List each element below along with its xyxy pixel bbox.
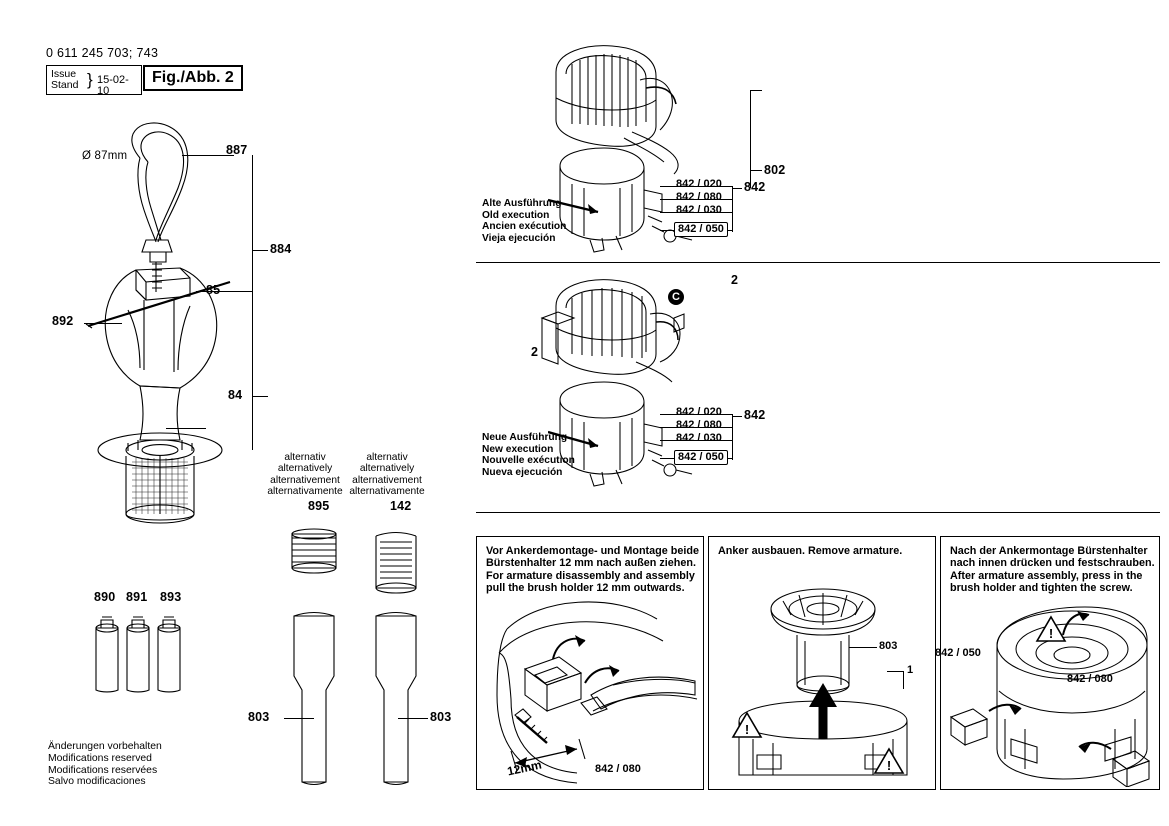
issue-date: 15-02-10 — [97, 74, 129, 97]
instruction-panel-3 — [935, 536, 1160, 790]
issue-box — [46, 65, 142, 95]
new-execution-title-de: Neue Ausführung — [482, 432, 568, 443]
bracket-842-new — [732, 414, 733, 460]
svg-text:!: ! — [744, 722, 750, 737]
panel-2-line-1: Anker ausbauen. Remove armature. — [718, 545, 903, 557]
alt-left-line-3: alternativement — [270, 474, 340, 486]
issue-label-line1: Issue — [51, 68, 77, 80]
footer-note-fr: Modifications reservées — [48, 764, 158, 776]
alt-right-line-4: alternativamente — [349, 486, 425, 498]
callout-85: 85 — [206, 283, 221, 297]
alt-right-text — [344, 452, 430, 498]
old-execution-title-en: Old execution — [482, 209, 550, 221]
callout-842-050-old: 842 / 050 — [674, 222, 728, 237]
callout-84: 84 — [228, 388, 243, 402]
bracket-884 — [252, 155, 253, 450]
handle-assembly-drawing — [40, 110, 300, 530]
panel-3-line-4: brush holder and tighten the screw. — [950, 582, 1133, 595]
bracket-842-old — [732, 186, 733, 232]
callout-842-group-new: 842 — [744, 408, 766, 422]
leader-disc — [166, 428, 206, 429]
callout-842-030-new: 842 / 030 — [676, 432, 722, 444]
leader-85 — [196, 291, 252, 292]
issue-label-line2: Stand — [51, 79, 79, 91]
callout-142: 142 — [390, 499, 412, 513]
leader-803-left — [284, 718, 314, 719]
svg-text:!: ! — [886, 758, 892, 773]
panel-2-drawing — [713, 571, 933, 787]
alt-right-line-3: alternativement — [352, 474, 422, 486]
bracket-802-top — [750, 90, 762, 91]
callout-842-020-old: 842 / 020 — [676, 178, 722, 190]
panel-3-drawing — [945, 599, 1157, 787]
panel-1-line-4: pull the brush holder 12 mm outwards. — [486, 582, 685, 595]
part-numbers: 0 611 245 703; 743 — [46, 46, 159, 60]
footer-note-en: Modifications reserved — [48, 752, 152, 764]
alt-right-drawing — [354, 516, 438, 786]
panel-1-line-2: Bürstenhalter 12 mm nach außen ziehen. — [486, 557, 696, 570]
callout-842-080-new: 842 / 080 — [676, 419, 722, 431]
callout-842-group-old: 842 — [744, 180, 766, 194]
panel-1-text — [486, 545, 699, 595]
panel-2-leader-1-down — [903, 671, 904, 689]
panel-1-callout-842-080: 842 / 080 — [595, 763, 641, 775]
divider-1 — [476, 262, 1160, 263]
diameter-label: Ø 87mm — [82, 150, 128, 162]
callout-842-050-new: 842 / 050 — [674, 450, 728, 465]
leader-842-group-new — [732, 416, 742, 417]
figure-label: Fig./Abb. 2 — [143, 65, 243, 91]
divider-2 — [476, 512, 1160, 513]
leader-802 — [750, 170, 762, 171]
callout-895: 895 — [308, 499, 330, 513]
panel-3-line-2: nach innen drücken und festschrauben. — [950, 557, 1155, 570]
callout-842-020-new: 842 / 020 — [676, 406, 722, 418]
callout-890: 890 — [94, 590, 116, 604]
leader-803-right — [398, 718, 428, 719]
alt-left-line-4: alternativamente — [267, 486, 343, 498]
callout-893: 893 — [160, 590, 182, 604]
panel-1-line-3: For armature disassembly and assembly — [486, 569, 695, 582]
leader-884 — [252, 250, 268, 251]
panel-3-line-1: Nach der Ankermontage Bürstenhalter — [950, 545, 1148, 557]
panel-3-callout-842-050: 842 / 050 — [935, 647, 981, 659]
alt-left-line-2: alternatively — [277, 463, 333, 475]
alt-left-text — [262, 452, 348, 498]
mark-2-top: 2 — [731, 273, 739, 287]
footer-note-de: Änderungen vorbehalten — [48, 741, 162, 752]
new-execution-title-en: New execution — [482, 443, 554, 455]
new-execution-arrow-icon — [548, 428, 614, 454]
callout-887: 887 — [226, 143, 248, 157]
old-execution-arrow-icon — [548, 196, 612, 220]
grease-tubes-drawing — [88, 614, 198, 700]
old-execution-title-de: Alte Ausführung — [482, 198, 562, 209]
callout-803-right: 803 — [430, 710, 452, 724]
instruction-panel-2 — [708, 536, 936, 790]
callout-842-030-old: 842 / 030 — [676, 204, 722, 216]
footer-note-es: Salvo modificaciones — [48, 776, 146, 788]
footer-notes — [48, 741, 162, 788]
callout-892: 892 — [52, 314, 74, 328]
alt-left-line-1: alternativ — [284, 452, 326, 463]
panel-3-text — [950, 545, 1155, 595]
panel-2-leader-803 — [849, 647, 877, 648]
alt-left-drawing — [272, 516, 356, 786]
panel-2-callout-803: 803 — [879, 640, 898, 652]
leader-842-old — [732, 188, 742, 189]
old-execution-title-es: Vieja ejecución — [482, 232, 556, 244]
panel-1-dimension: 12mm — [505, 757, 543, 779]
callout-891: 891 — [126, 590, 148, 604]
new-execution-title-fr: Nouvelle exécution — [482, 455, 575, 467]
panel-1-drawing — [481, 599, 701, 787]
old-execution-title-fr: Ancien exécution — [482, 221, 567, 233]
panel-1-line-1: Vor Ankerdemontage- und Montage beide — [486, 545, 699, 557]
callout-803-left: 803 — [248, 710, 270, 724]
alt-right-line-2: alternatively — [359, 463, 415, 475]
mark-2-left: 2 — [531, 345, 539, 359]
panel-3-line-3: After armature assembly, press in the — [950, 569, 1143, 582]
leader-892 — [84, 323, 122, 324]
instruction-panel-1 — [476, 536, 704, 790]
callout-842-080-old: 842 / 080 — [676, 191, 722, 203]
panel-3-callout-842-080: 842 / 080 — [1067, 673, 1113, 685]
callout-802: 802 — [764, 163, 786, 177]
issue-brace-icon: } — [87, 70, 93, 89]
mark-c-badge: C — [668, 289, 684, 305]
new-execution-title-es: Nueva ejecución — [482, 466, 563, 478]
leader-84 — [252, 396, 268, 397]
panel-2-callout-1: 1 — [907, 664, 914, 676]
panel-2-leader-1 — [887, 671, 903, 672]
callout-884: 884 — [270, 242, 292, 256]
svg-text:!: ! — [1048, 626, 1054, 641]
bracket-802 — [750, 90, 751, 188]
panel-2-text — [718, 545, 902, 557]
alt-right-line-1: alternativ — [366, 452, 408, 463]
